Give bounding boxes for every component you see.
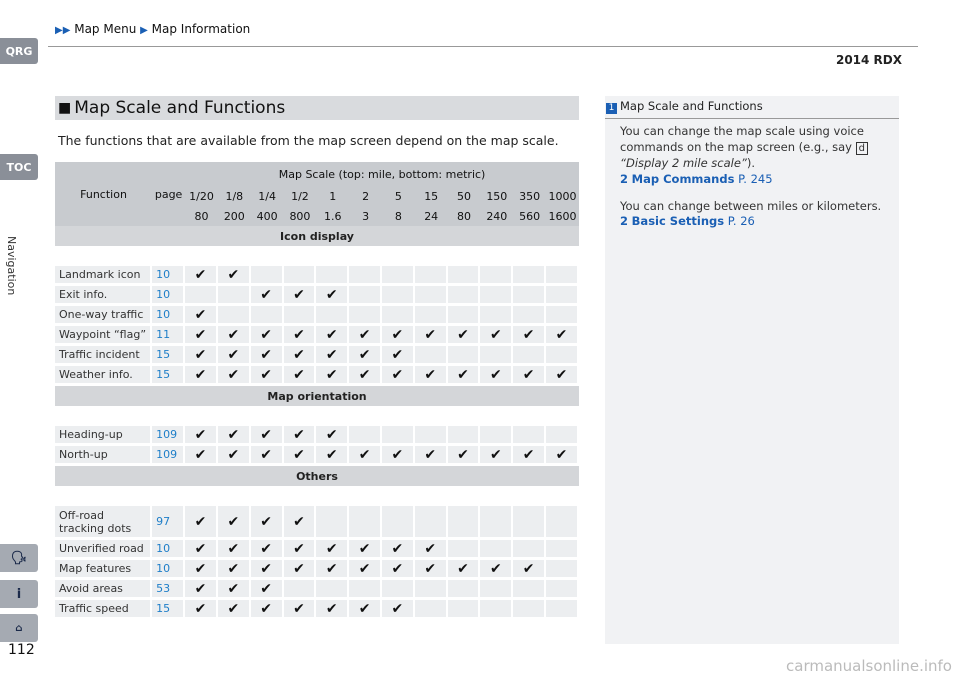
check-icon: ✔ [546, 326, 579, 346]
check-icon: ✔ [316, 286, 349, 306]
empty-cell [316, 580, 349, 600]
function-name: Unverified road [55, 540, 152, 560]
page-link[interactable]: 109 [152, 446, 185, 466]
table-row [55, 600, 579, 620]
page-link[interactable]: 15 [152, 600, 185, 620]
check-icon: ✔ [382, 560, 415, 580]
check-icon: ✔ [316, 540, 349, 560]
check-icon: ✔ [185, 326, 218, 346]
scale-header: Map Scale (top: mile, bottom: metric) [185, 162, 579, 186]
check-icon: ✔ [284, 346, 317, 366]
empty-cell [349, 426, 382, 446]
check-icon: ✔ [284, 446, 317, 466]
check-icon: ✔ [218, 346, 251, 366]
page-link[interactable]: 10 [152, 286, 185, 306]
table-row [55, 426, 579, 446]
check-icon: ✔ [448, 446, 481, 466]
empty-cell [448, 306, 481, 326]
scale-metric-header: 8 [382, 206, 415, 226]
home-icon[interactable]: ⌂ [0, 614, 38, 642]
scale-metric-header: 400 [251, 206, 284, 226]
check-icon: ✔ [284, 600, 317, 620]
page-link[interactable]: 11 [152, 326, 185, 346]
header-divider [48, 46, 918, 47]
empty-cell [218, 286, 251, 306]
empty-cell [415, 286, 448, 306]
table-row [55, 306, 579, 326]
check-icon: ✔ [218, 366, 251, 386]
empty-cell [415, 600, 448, 620]
group-header: Others [55, 466, 579, 486]
function-name: North-up [55, 446, 152, 466]
empty-cell [480, 426, 513, 446]
check-icon: ✔ [251, 506, 284, 540]
empty-cell [284, 580, 317, 600]
empty-cell [415, 580, 448, 600]
empty-cell [546, 266, 579, 286]
check-icon: ✔ [185, 540, 218, 560]
breadcrumb-arrow-icon: ▶▶ [55, 25, 71, 36]
check-icon: ✔ [185, 306, 218, 326]
check-icon: ✔ [251, 346, 284, 366]
side-link-basic-settings[interactable]: 2 Basic Settings P. 26 [620, 214, 755, 228]
page-number: 112 [8, 642, 35, 658]
empty-cell [480, 306, 513, 326]
side-paragraph-1: You can change the map scale using voice commands on the map screen (e.g., say d “Display 2 mile scale”). [620, 123, 870, 171]
check-icon: ✔ [185, 446, 218, 466]
check-icon: ✔ [185, 600, 218, 620]
empty-cell [546, 560, 579, 580]
empty-cell [546, 600, 579, 620]
check-icon: ✔ [185, 560, 218, 580]
empty-cell [349, 506, 382, 540]
check-icon: ✔ [316, 560, 349, 580]
scale-mile-header: 1/4 [251, 186, 284, 206]
group-header: Icon display [55, 226, 579, 246]
scale-mile-header: 1000 [546, 186, 579, 206]
check-icon: ✔ [513, 366, 546, 386]
check-icon: ✔ [316, 366, 349, 386]
empty-cell [480, 346, 513, 366]
group-header: Map orientation [55, 386, 579, 406]
scale-metric-header: 1600 [546, 206, 579, 226]
empty-cell [415, 306, 448, 326]
scale-mile-header: 150 [480, 186, 513, 206]
page-link[interactable]: 109 [152, 426, 185, 446]
scale-mile-header: 1/20 [185, 186, 218, 206]
toc-button[interactable]: TOC [0, 154, 38, 180]
scale-mile-header: 1/8 [218, 186, 251, 206]
empty-cell [382, 580, 415, 600]
empty-cell [546, 540, 579, 560]
empty-cell [382, 506, 415, 540]
empty-cell [546, 506, 579, 540]
check-icon: ✔ [382, 600, 415, 620]
empty-cell [513, 540, 546, 560]
function-name: Off-road tracking dots [55, 506, 152, 540]
check-icon: ✔ [251, 286, 284, 306]
check-icon: ✔ [448, 326, 481, 346]
empty-cell [480, 506, 513, 540]
check-icon: ✔ [218, 506, 251, 540]
empty-cell [349, 286, 382, 306]
empty-cell [448, 266, 481, 286]
scale-mile-header: 350 [513, 186, 546, 206]
col-page-header: page [152, 162, 185, 226]
empty-cell [513, 580, 546, 600]
empty-cell [415, 266, 448, 286]
section-title [55, 96, 579, 120]
check-icon: ✔ [251, 600, 284, 620]
scale-metric-header: 1.6 [316, 206, 349, 226]
check-icon: ✔ [513, 326, 546, 346]
side-link-map-commands[interactable]: 2 Map Commands P. 245 [620, 172, 773, 186]
empty-cell [349, 306, 382, 326]
check-icon: ✔ [316, 326, 349, 346]
voice-command-icon[interactable]: 🗣 [0, 544, 38, 572]
table-row [55, 560, 579, 580]
page-link[interactable]: 15 [152, 366, 185, 386]
check-icon: ✔ [382, 540, 415, 560]
check-icon: ✔ [382, 366, 415, 386]
check-icon: ✔ [251, 366, 284, 386]
empty-cell [185, 286, 218, 306]
col-function-header: Function [55, 162, 152, 226]
page-link[interactable]: 10 [152, 306, 185, 326]
check-icon: ✔ [284, 286, 317, 306]
empty-cell [546, 426, 579, 446]
check-icon: ✔ [185, 506, 218, 540]
table-row [55, 326, 579, 346]
function-name: One-way traffic [55, 306, 152, 326]
check-icon: ✔ [513, 560, 546, 580]
empty-cell [284, 266, 317, 286]
function-name: Traffic incident [55, 346, 152, 366]
scale-mile-header: 1/2 [284, 186, 317, 206]
check-icon: ✔ [415, 326, 448, 346]
page-link[interactable]: 53 [152, 580, 185, 600]
scale-metric-header: 80 [185, 206, 218, 226]
check-icon: ✔ [382, 446, 415, 466]
map-scale-table [55, 162, 579, 620]
empty-cell [480, 540, 513, 560]
table-row [55, 506, 579, 540]
table-row [55, 346, 579, 366]
empty-cell [284, 306, 317, 326]
scale-metric-header: 80 [448, 206, 481, 226]
model-label: 2014 RDX [835, 53, 902, 67]
check-icon: ✔ [415, 540, 448, 560]
check-icon: ✔ [480, 326, 513, 346]
empty-cell [382, 306, 415, 326]
check-icon: ✔ [284, 426, 317, 446]
scale-metric-header: 560 [513, 206, 546, 226]
empty-cell [448, 580, 481, 600]
empty-cell [382, 266, 415, 286]
check-icon: ✔ [218, 446, 251, 466]
check-icon: ✔ [251, 580, 284, 600]
empty-cell [513, 306, 546, 326]
check-icon: ✔ [251, 426, 284, 446]
page-link[interactable]: 10 [152, 540, 185, 560]
empty-cell [546, 346, 579, 366]
empty-cell [448, 346, 481, 366]
empty-cell [546, 286, 579, 306]
page-link[interactable]: 15 [152, 346, 185, 366]
empty-cell [448, 506, 481, 540]
intro-text: The functions that are available from the map screen depend on the map scale. [58, 133, 559, 148]
check-icon: ✔ [284, 366, 317, 386]
check-icon: ✔ [218, 540, 251, 560]
note-icon: 1 [606, 103, 617, 114]
table-row [55, 446, 579, 466]
check-icon: ✔ [185, 580, 218, 600]
watermark: carmanualsonline.info [786, 657, 952, 675]
empty-cell [316, 306, 349, 326]
empty-cell [513, 286, 546, 306]
check-icon: ✔ [448, 560, 481, 580]
breadcrumb-map-menu[interactable]: Map Menu [74, 22, 137, 36]
empty-cell [480, 600, 513, 620]
side-panel-head: 1 Map Scale and Functions [606, 99, 763, 114]
check-icon: ✔ [251, 326, 284, 346]
empty-cell [448, 286, 481, 306]
function-name: Waypoint “flag” [55, 326, 152, 346]
check-icon: ✔ [480, 366, 513, 386]
page-link[interactable]: 10 [152, 266, 185, 286]
empty-cell [415, 346, 448, 366]
check-icon: ✔ [218, 266, 251, 286]
empty-cell [513, 346, 546, 366]
page-link[interactable]: 10 [152, 560, 185, 580]
empty-cell [513, 600, 546, 620]
scale-metric-header: 800 [284, 206, 317, 226]
side-divider [605, 118, 899, 119]
table-row [55, 580, 579, 600]
link-arrow-icon: 2 [620, 172, 629, 186]
check-icon: ✔ [382, 346, 415, 366]
check-icon: ✔ [349, 366, 382, 386]
check-icon: ✔ [349, 346, 382, 366]
empty-cell [382, 426, 415, 446]
empty-cell [513, 426, 546, 446]
check-icon: ✔ [349, 560, 382, 580]
check-icon: ✔ [316, 600, 349, 620]
function-name: Heading-up [55, 426, 152, 446]
empty-cell [546, 306, 579, 326]
empty-cell [316, 266, 349, 286]
empty-cell [251, 306, 284, 326]
link-arrow-icon: 2 [620, 214, 629, 228]
section-title-text: Map Scale and Functions [74, 98, 286, 118]
check-icon: ✔ [251, 560, 284, 580]
check-icon: ✔ [448, 366, 481, 386]
section-square-icon: ■ [58, 100, 72, 116]
check-icon: ✔ [546, 366, 579, 386]
scale-mile-header: 5 [382, 186, 415, 206]
check-icon: ✔ [349, 446, 382, 466]
function-name: Map features [55, 560, 152, 580]
empty-cell [480, 266, 513, 286]
check-icon: ✔ [218, 560, 251, 580]
check-icon: ✔ [284, 506, 317, 540]
scale-metric-header: 3 [349, 206, 382, 226]
empty-cell [415, 426, 448, 446]
qrg-button[interactable]: QRG [0, 38, 38, 64]
check-icon: ✔ [284, 326, 317, 346]
check-icon: ✔ [415, 446, 448, 466]
check-icon: ✔ [480, 446, 513, 466]
table-row [55, 286, 579, 306]
check-icon: ✔ [284, 560, 317, 580]
empty-cell [448, 426, 481, 446]
breadcrumb-arrow-icon: ▶ [140, 25, 148, 36]
function-name: Avoid areas [55, 580, 152, 600]
breadcrumb-map-information[interactable]: Map Information [151, 22, 251, 36]
check-icon: ✔ [382, 326, 415, 346]
talk-button-icon: d [856, 142, 868, 155]
function-name: Weather info. [55, 366, 152, 386]
function-name: Traffic speed [55, 600, 152, 620]
scale-mile-header: 50 [448, 186, 481, 206]
scale-mile-header: 2 [349, 186, 382, 206]
scale-metric-header: 24 [415, 206, 448, 226]
function-name: Landmark icon [55, 266, 152, 286]
check-icon: ✔ [349, 326, 382, 346]
empty-cell [251, 266, 284, 286]
check-icon: ✔ [316, 426, 349, 446]
check-icon: ✔ [480, 560, 513, 580]
empty-cell [349, 266, 382, 286]
check-icon: ✔ [415, 560, 448, 580]
check-icon: ✔ [185, 426, 218, 446]
scale-metric-header: 200 [218, 206, 251, 226]
check-icon: ✔ [218, 326, 251, 346]
empty-cell [546, 580, 579, 600]
check-icon: ✔ [218, 600, 251, 620]
empty-cell [415, 506, 448, 540]
empty-cell [349, 580, 382, 600]
check-icon: ✔ [218, 580, 251, 600]
table-row [55, 366, 579, 386]
check-icon: ✔ [185, 346, 218, 366]
check-icon: ✔ [316, 446, 349, 466]
check-icon: ✔ [513, 446, 546, 466]
check-icon: ✔ [349, 600, 382, 620]
check-icon: ✔ [316, 346, 349, 366]
empty-cell [218, 306, 251, 326]
scale-mile-header: 1 [316, 186, 349, 206]
check-icon: ✔ [251, 446, 284, 466]
breadcrumb [55, 22, 250, 36]
empty-cell [513, 266, 546, 286]
side-paragraph-2: You can change between miles or kilometers. [620, 199, 882, 213]
section-label: Navigation [5, 236, 18, 296]
empty-cell [448, 600, 481, 620]
empty-cell [382, 286, 415, 306]
check-icon: ✔ [251, 540, 284, 560]
function-name: Exit info. [55, 286, 152, 306]
check-icon: ✔ [415, 366, 448, 386]
check-icon: ✔ [185, 266, 218, 286]
check-icon: ✔ [284, 540, 317, 560]
page-link[interactable]: 97 [152, 506, 185, 540]
check-icon: ✔ [218, 426, 251, 446]
table-row [55, 540, 579, 560]
empty-cell [448, 540, 481, 560]
scale-metric-header: 240 [480, 206, 513, 226]
info-icon[interactable]: i [0, 580, 38, 608]
empty-cell [480, 286, 513, 306]
check-icon: ✔ [546, 446, 579, 466]
empty-cell [316, 506, 349, 540]
check-icon: ✔ [349, 540, 382, 560]
empty-cell [513, 506, 546, 540]
empty-cell [480, 580, 513, 600]
table-row [55, 266, 579, 286]
check-icon: ✔ [185, 366, 218, 386]
scale-mile-header: 15 [415, 186, 448, 206]
